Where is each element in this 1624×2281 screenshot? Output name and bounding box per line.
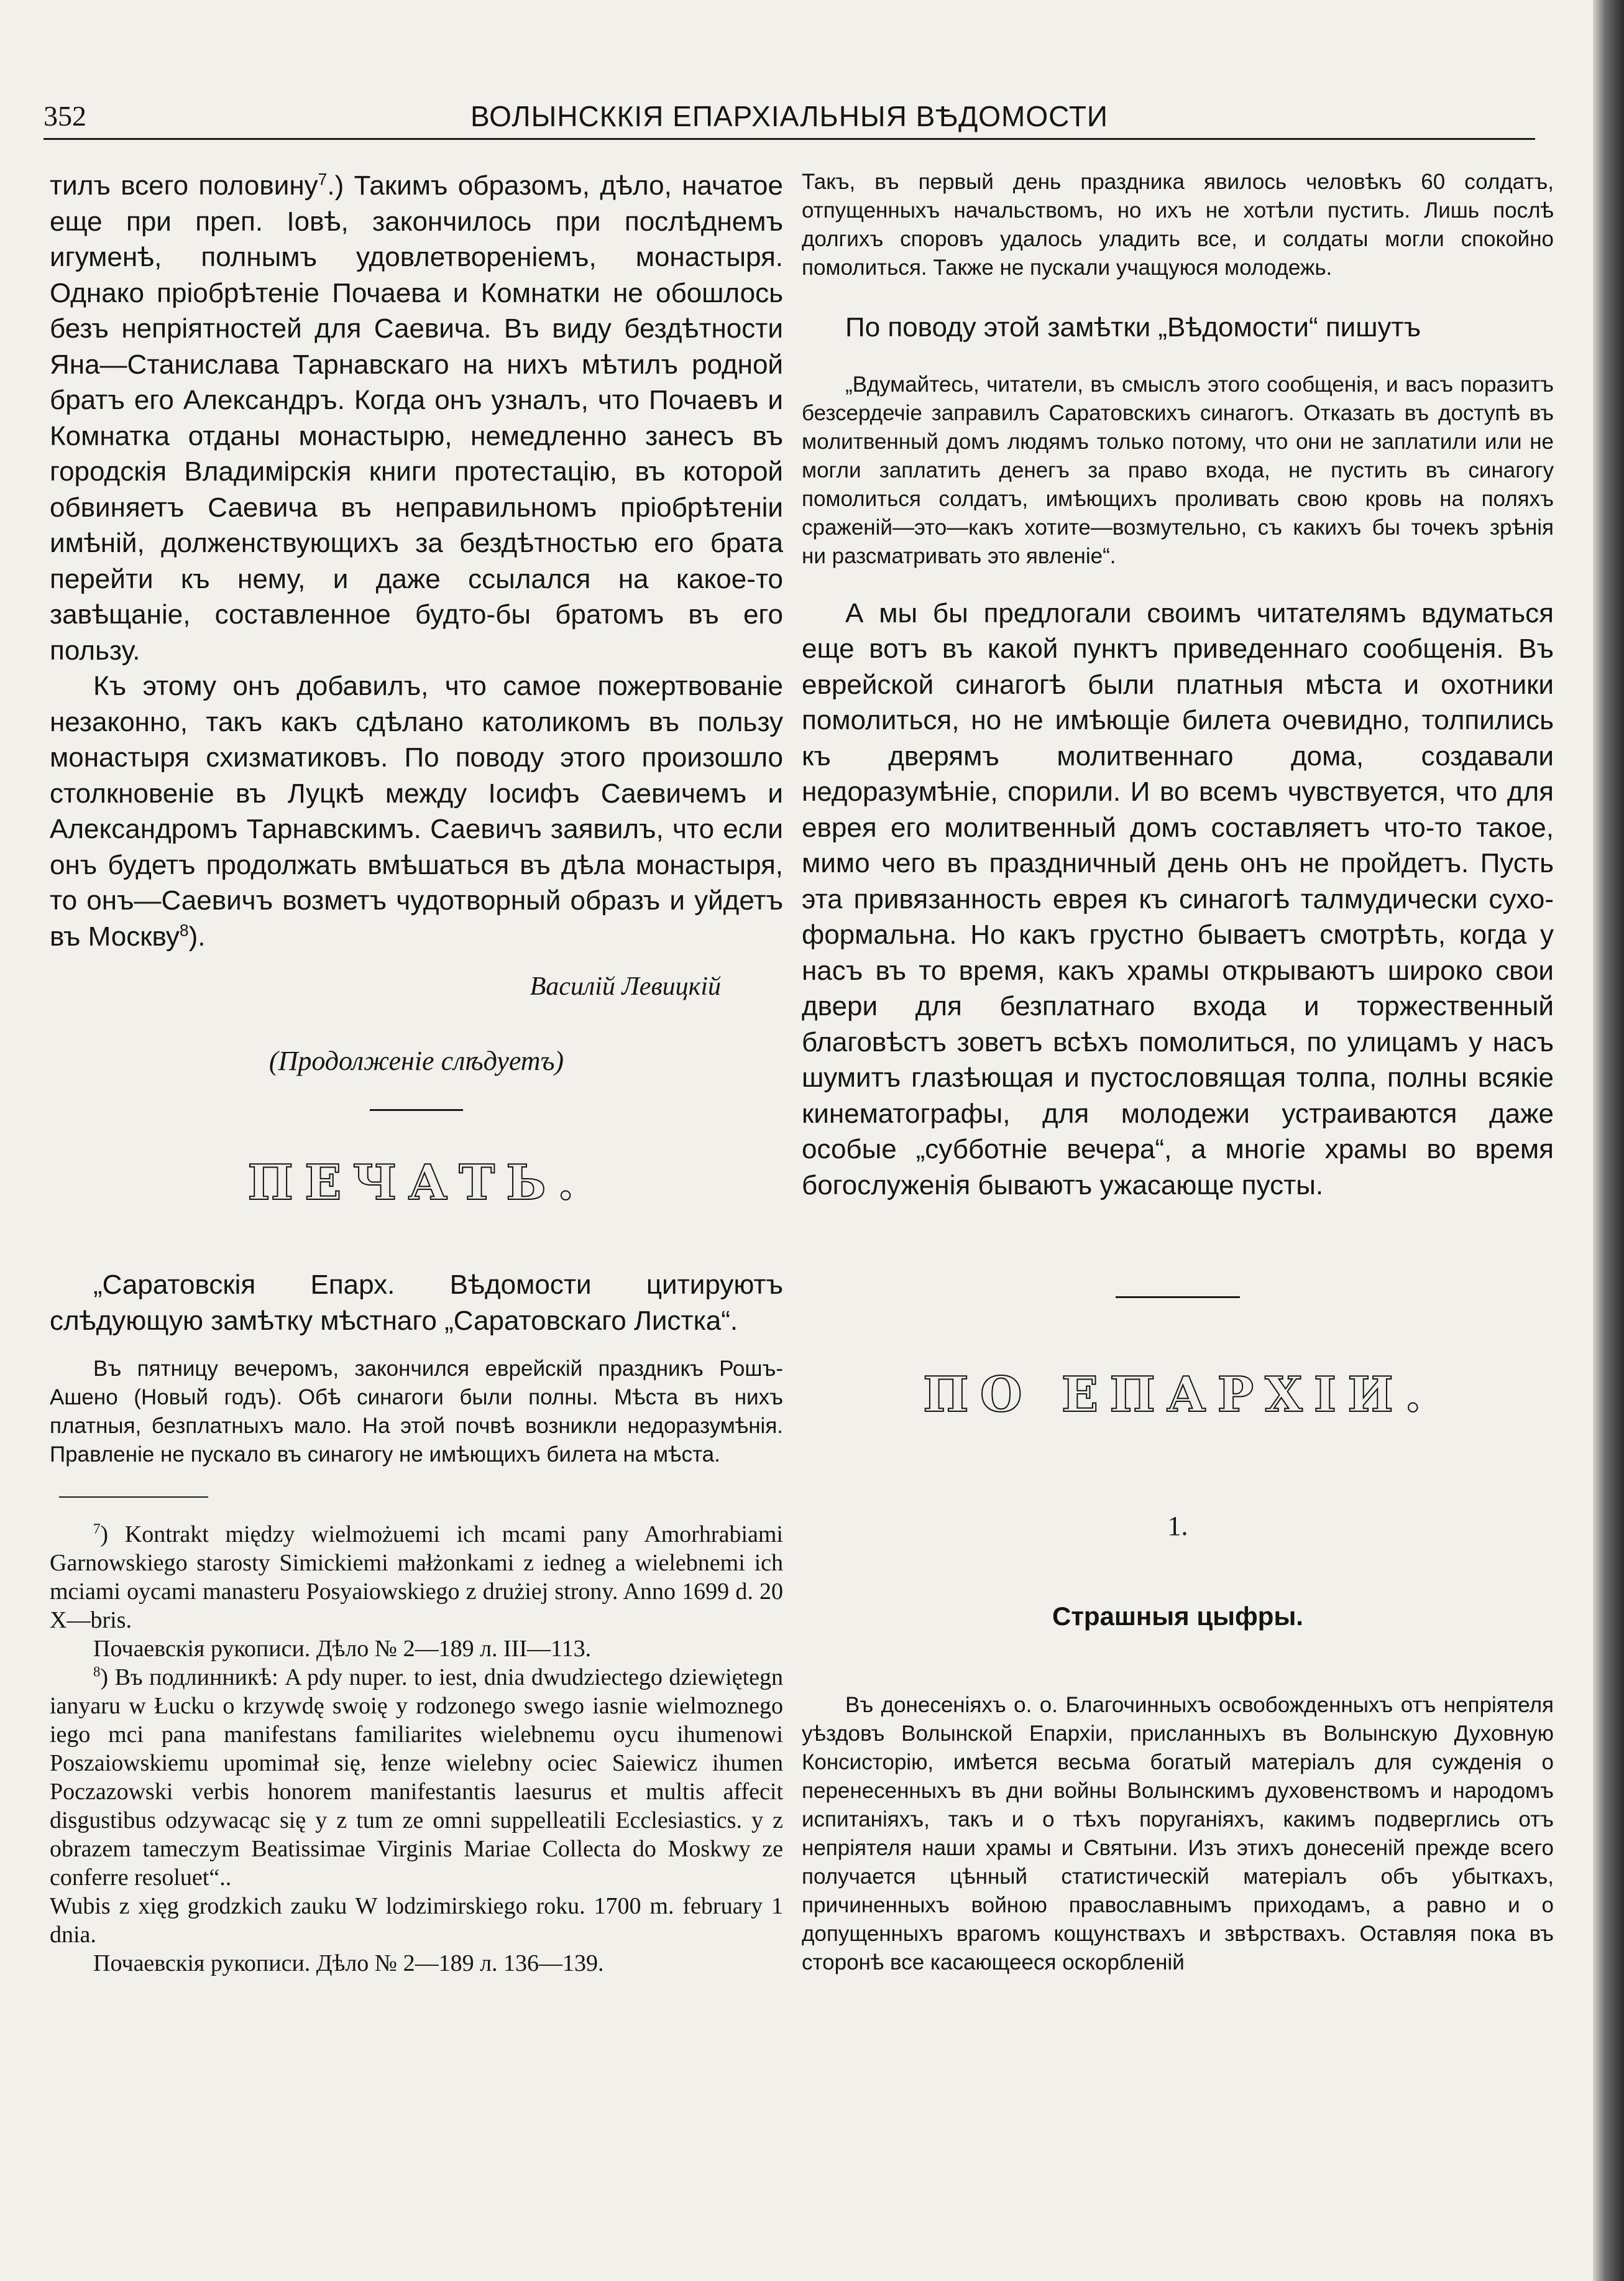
footnote-8-source: Почаевскія рукописи. Дѣло № 2—189 л. 136—139. bbox=[93, 1950, 604, 1976]
right-paragraph-3: А мы бы предлогали своимъ читателямъ вдуматься еще вотъ въ какой пунктъ приведеннаго сообщенія. Въ еврейской синагогѣ были платныя мѣста и охотники помолиться, но не имѣющіе билета очевидно, толпились къ дверямъ молитвеннаго дома, создавали недоразумѣніе, спорили. И во всемъ чувствуется, что для еврея его молитвенный домъ составляетъ что-то такое, мимо чего въ праздничный день онъ не пройдетъ. Пусть эта привязанность еврея къ синагогѣ талмудически сухо-формальна. Но какъ грустно бываетъ смотрѣть, когда у насъ въ то время, какъ храмы открываютъ широко свои двери для безплатнаго входа и торжественный благовѣстъ зоветъ всѣхъ помолиться, по улицамъ у насъ шумитъ глазѣющая и пустословящая толпа, полны всякіе кинематографы, для молодежи устраиваются даже особые „субботніе вечера“, а многіе храмы во время богослуженія бываютъ ужасающе пусты. bbox=[802, 597, 1554, 1200]
footnote-7 bbox=[50, 1520, 783, 1634]
footnote-rule bbox=[59, 1496, 208, 1498]
header-rule bbox=[44, 138, 1535, 140]
page-number: 352 bbox=[44, 100, 86, 132]
left-para2-text: Къ этому онъ добавилъ, что самое пожертвованіе незаконно, такъ какъ сдѣлано католикомъ въ пользу монастыря схизматиковъ. По поводу этого произошло столкновеніе въ Луцкѣ между Іосифъ Саевичемъ и Александромъ Тарнавскимъ. Саевичъ заявилъ, что если онъ будетъ продолжать вмѣшаться въ дѣла монастыря, то онъ—Саевичъ возметъ чудотворный образъ и уйдетъ въ Москву bbox=[50, 671, 783, 952]
left-para1-text: тилъ всего половину bbox=[50, 170, 318, 201]
left-para1-rest: .) Такимъ образомъ, дѣло, начатое еще при преп. Іовѣ, закончилось при послѣднемъ игуменѣ, полнымъ удовлетворенiемъ, монастыря. Однако пріобрѣтеніе Почаева и Комнатки не обошлось безъ непріятностей для Саевича. Въ виду бездѣтности Яна—Станислава Тарнавскаго на нихъ мѣтилъ родной братъ его Александръ. Когда онъ узналъ, что Почаевъ и Комнатка отданы монастырю, немедленно занесъ въ городскія Владимірскія книги протестацію, въ которой обвиняетъ Саевича въ неправильномъ пріобрѣтеніи имѣній, долженствующихъ за бездѣтностью его брата перейти къ нему, и даже ссылался на какое-то завѣщаніе, составленное будто-бы братомъ въ его пользу. bbox=[50, 170, 783, 666]
right-paragraph-1: Такъ, въ первый день праздника явилось человѣкъ 60 солдатъ, отпущенныхъ начальствомъ, но ихъ не хотѣли пустить. Лишь послѣ долгихъ споровъ удалось уладить все, и солдаты могли спокойно помолиться. Также не пускали учащуюся молодежь. bbox=[802, 170, 1554, 280]
section-heading-press: ПЕЧАТЬ. bbox=[247, 1154, 585, 1211]
section-divider-right bbox=[1116, 1296, 1240, 1298]
footnote-7-source: Почаевскія рукописи. Дѣло № 2—189 л. III—113. bbox=[93, 1636, 592, 1662]
footnote-8-mark: 8 bbox=[93, 1664, 101, 1680]
right-paragraph-4: Въ донесеніяхъ о. о. Благочинныхъ освобожденныхъ отъ непріятеля уѣздовъ Волынской Епархіи, присланныхъ въ Волынскую Духовную Консисторію, имѣется весьма богатый матеріалъ для сужденія о перенесенныхъ въ дни войны Волынскимъ духовенствомъ и народомъ испитаніяхъ, такъ и о тѣхъ поруганіяхъ, какимъ подверглись отъ непріятеля наши храмы и Святыни. Изъ этихъ донесеній прежде всего получается цѣнный статистическій матеріалъ объ убыткахъ, причиненныхъ войною православнымъ приходамъ, а равно и о допущенныхъ врагомъ кощунствахъ и звѣрствахъ. Оставляя пока въ сторонѣ все касающееся оскорбленій bbox=[802, 1693, 1554, 1975]
footnote-8-extra: Wubis z xięg grodzkich zauku W lodzimirskiego roku. 1700 m. february 1 dnia. bbox=[50, 1893, 783, 1948]
right-paragraph-2: По поводу этой замѣтки „Вѣдомости“ пишутъ bbox=[845, 312, 1421, 343]
footnote-ref-7: 7 bbox=[318, 170, 328, 189]
press-intro: „Саратовскія Епарх. Вѣдомости цитируютъ слѣдующую замѣтку мѣстнаго „Саратовскаго Листка“. bbox=[50, 1270, 783, 1336]
section-number: 1. bbox=[1167, 1511, 1188, 1541]
footnote-8 bbox=[50, 1663, 783, 1892]
author-signature: Василій Левицкій bbox=[530, 972, 721, 1001]
footnote-ref-8: 8 bbox=[179, 920, 189, 939]
left-column bbox=[50, 168, 783, 1978]
running-header bbox=[44, 99, 1535, 143]
left-paragraph-1 bbox=[50, 168, 783, 668]
right-column bbox=[802, 168, 1554, 1977]
left-paragraph-2 bbox=[50, 668, 783, 954]
section-heading-eparchy: ПО ЕПАРХІИ. bbox=[923, 1366, 1433, 1423]
press-quote: Въ пятницу вечеромъ, закончился еврейскій праздникъ Рошъ-Ашено (Новый годъ). Обѣ синагоги были полны. Мѣста въ нихъ платныя, безплатныхъ мало. На этой почвѣ возникли недоразумѣнія. Правленіе не пускало въ синагогу не имѣющихъ билета на мѣста. bbox=[50, 1357, 783, 1467]
right-quote: „Вдумайтесь, читатели, въ смыслъ этого сообщенія, и васъ поразитъ безсердечіе заправилъ Саратовскихъ синагогъ. Отказать въ доступѣ въ молитвенный домъ людямъ только потому, что они не заплатили или не могли заплатить денегъ за право входа, не пустить въ синагогу помолиться солдатъ, имѣющихъ проливать свою кровь на поляхъ сраженій—это—какъ хотите—возмутельно, съ какихъ бы точекъ зрѣнія ни разсматривать это явленіе“. bbox=[802, 372, 1554, 568]
page-edge-shadow bbox=[1593, 0, 1624, 2281]
left-para2-end: ). bbox=[188, 921, 206, 952]
footnote-7-text: ) Kontrakt między wielmożuemi ich mcami pany Amorhrabiami Garnowskiego starosty Simickiemi małżonkami z iedneg a wielebnemi ich mciami oycami manasteru Posyaiowskiego z drużiej strony. Anno 1699 d. 20 X—bris. bbox=[50, 1521, 783, 1633]
footnote-7-mark: 7 bbox=[93, 1521, 101, 1537]
continued-note: (Продолженіе слѣдуетъ) bbox=[268, 1046, 564, 1076]
subsection-title: Страшныя цыфры. bbox=[1052, 1601, 1303, 1631]
footnote-8-text: ) Въ подлинникѣ: A pdy nuper. to iest, dnia dwudziectego dziewiętegn ianyaru w Łucku o krzywdę swoię y rodzonego swego iasnie wielmoznego iego mci pana manifestans familiarites wielebnemu oycu ihumenowi Poszaiowskiemu upomimał się, łenze wielebny ociec Saiewicz ihumen Poczazowski verbis honorem manifestantis laesurus et multis affecit disgustibus odzywacąc się y z tum ze omni suppelleatili Ecclesiastics. y z obrazem tameczym Beatissimae Virginis Mariae Collecta do Moskwy ze conferre resoluet“.. bbox=[50, 1664, 783, 1891]
journal-title: ВОЛЫНСККІЯ ЕПАРХІАЛЬНЫЯ ВѢДОМОСТИ bbox=[470, 100, 1108, 132]
section-divider bbox=[370, 1109, 463, 1111]
